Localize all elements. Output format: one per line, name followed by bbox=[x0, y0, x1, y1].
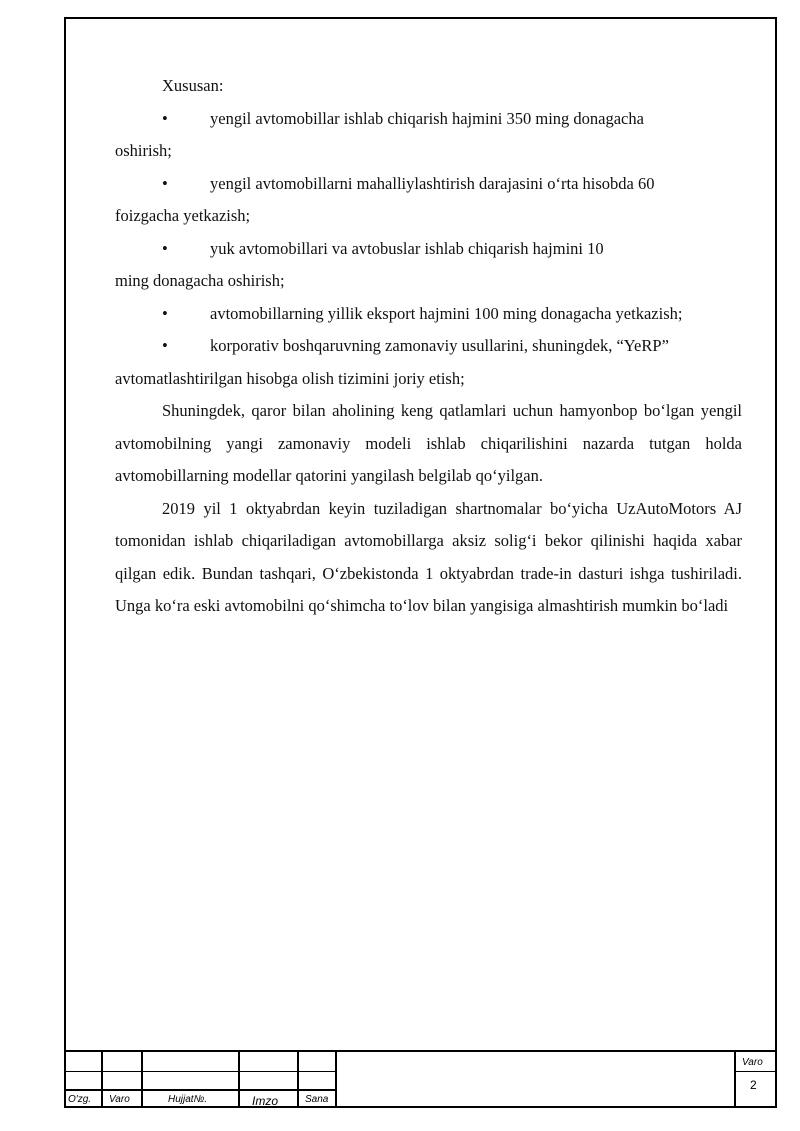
bullet-icon bbox=[115, 330, 210, 363]
bullet-icon bbox=[115, 233, 210, 266]
stamp-row-line bbox=[64, 1089, 337, 1091]
stamp-label-sana: Sana bbox=[305, 1094, 329, 1105]
bullet-icon bbox=[115, 298, 210, 331]
stamp-row-line bbox=[64, 1071, 337, 1072]
paragraph-1: Shuningdek, qaror bilan aholining keng qatlamlari uchun hamyonbop bo‘lgan yengil avtomobilning yangi zamonaviy modeli ishlab chiqarilishini nazarda tutgan holda avtomobillarning modellar qatorini yangilash belgilab qo‘yilgan. bbox=[115, 401, 742, 485]
bullet-item-2: •yengil avtomobillarni mahalliylashtirish darajasini o‘rta hisobda 60 foizgacha yetkazish; bbox=[115, 168, 742, 233]
bullet-icon bbox=[115, 103, 210, 136]
intro-line: Xususan: bbox=[162, 76, 224, 95]
page-number: 2 bbox=[750, 1078, 757, 1092]
paragraph-2: 2019 yil 1 oktyabrdan keyin tuziladigan shartnomalar bo‘yicha UzAutoMotors AJ tomonidan ishlab chiqariladigan avtomobillarga aksiz solig‘i bekor qilinishi haqida xabar qilgan edik. Bundan tashqari, O‘zbekistonda 1 oktyabrdan trade-in dasturi ishga tushiriladi. Unga ko‘ra eski avtomobilni qo‘shimcha to‘lov bilan yangisiga almashtirish mumkin bo‘ladi bbox=[115, 498, 742, 615]
stamp-label-hujjat: Hujjat№. bbox=[168, 1094, 208, 1105]
stamp-label-ozg: O'zg. bbox=[68, 1094, 92, 1105]
bullet-item-5: •korporativ boshqaruvning zamonaviy usullarini, shuningdek, “YeRP” avtomatlashtirilgan hisobga olish tizimini joriy etish; bbox=[115, 330, 742, 395]
stamp-label-imzo: Imzo bbox=[252, 1094, 279, 1108]
bullet-item-1: •yengil avtomobillar ishlab chiqarish hajmini 350 ming donagacha oshirish; bbox=[115, 103, 742, 168]
title-block bbox=[64, 1050, 777, 1108]
stamp-sheet-line bbox=[736, 1071, 775, 1072]
stamp-label-varo: Varo bbox=[109, 1094, 130, 1105]
bullet-icon bbox=[115, 168, 210, 201]
document-body bbox=[115, 70, 742, 623]
stamp-title-area bbox=[337, 1052, 736, 1108]
bullet-item-4: •avtomobillarning yillik eksport hajmini 100 ming donagacha yetkazish; bbox=[115, 298, 742, 331]
sheet-label: Varo bbox=[742, 1057, 763, 1068]
bullet-item-3: •yuk avtomobillari va avtobuslar ishlab chiqarish hajmini 10 ming donagacha oshirish; bbox=[115, 233, 742, 298]
